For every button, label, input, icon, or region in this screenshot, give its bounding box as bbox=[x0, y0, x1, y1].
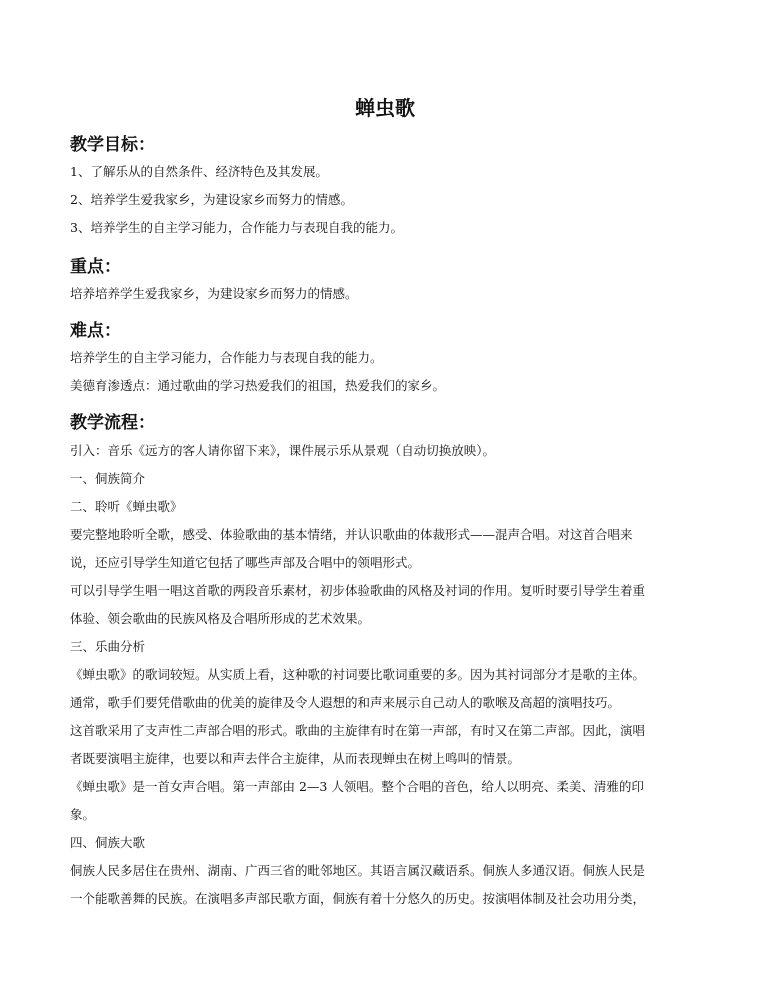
moral-text: 美德育渗透点：通过歌曲的学习热爱我们的祖国，热爱我们的家乡。 bbox=[70, 378, 446, 393]
paragraph-line: 体验、领会歌曲的民族风格及合唱所形成的艺术效果。 bbox=[70, 611, 371, 626]
paragraph-line: 《蝉虫歌》是一首女声合唱。第一声部由 2—3 人领唱。整个合唱的音色，给人以明亮、柔美、清雅的印 bbox=[70, 779, 644, 794]
paragraph-line: 引入：音乐《远方的客人请你留下来》，课件展示乐从景观（自动切换放映）。 bbox=[70, 443, 496, 458]
paragraph-line: 侗族人民多居住在贵州、湖南、广西三省的毗邻地区。其语言属汉藏语系。侗族人多通汉语。侗族人民是 bbox=[70, 863, 646, 878]
paragraph-line: 一、侗族简介 bbox=[70, 471, 146, 486]
difficult-text: 培养学生的自主学习能力，合作能力与表现自我的能力。 bbox=[70, 350, 383, 365]
difficult-heading: 难点： bbox=[70, 321, 121, 341]
paragraph-line: 二、聆听《蝉虫歌》 bbox=[70, 499, 183, 514]
paragraph-line: 这首歌采用了支声性二声部合唱的形式。歌曲的主旋律有时在第一声部，有时又在第二声部。因此，演唱 bbox=[70, 723, 646, 738]
paragraph-line: 说，还应引导学生知道它包括了哪些声部及合唱中的领唱形式。 bbox=[70, 555, 421, 570]
paragraph-line: 者既要演唱主旋律，也要以和声去伴合主旋律，从而表现蝉虫在树上鸣叫的情景。 bbox=[70, 751, 521, 766]
process-heading: 教学流程： bbox=[70, 413, 155, 433]
paragraph-line: 可以引导学生唱一唱这首歌的两段音乐素材，初步体验歌曲的风格及衬词的作用。复听时要引导学生着重 bbox=[70, 583, 646, 598]
paragraph-line: 象。 bbox=[70, 807, 96, 822]
paragraph-line: 一个能歌善舞的民族。在演唱多声部民歌方面，侗族有着十分悠久的历史。按演唱体制及社会功用分类， bbox=[70, 891, 646, 906]
paragraph-line: 四、侗族大歌 bbox=[70, 835, 146, 850]
goals-heading: 教学目标： bbox=[70, 135, 155, 155]
key-text: 培养培养学生爱我家乡，为建设家乡而努力的情感。 bbox=[70, 286, 358, 301]
goal-item: 3、培养学生的自主学习能力，合作能力与表现自我的能力。 bbox=[70, 220, 403, 235]
page-title: 蝉虫歌 bbox=[355, 96, 415, 120]
goal-item: 2、培养学生爱我家乡，为建设家乡而努力的情感。 bbox=[70, 192, 353, 207]
key-heading: 重点： bbox=[70, 257, 121, 277]
paragraph-line: 《蝉虫歌》的歌词较短。从实质上看，这种歌的衬词要比歌词重要的多。因为其衬词部分才是歌的主体。 bbox=[70, 667, 646, 682]
paragraph-line: 要完整地聆听全歌，感受、体验歌曲的基本情绪，并认识歌曲的体裁形式——混声合唱。对这首合唱来 bbox=[70, 527, 633, 542]
paragraph-line: 通常，歌手们要凭借歌曲的优美的旋律及令人遐想的和声来展示自己动人的歌喉及高超的演唱技巧。 bbox=[70, 695, 621, 710]
paragraph-line: 三、乐曲分析 bbox=[70, 639, 146, 654]
goal-item: 1、了解乐从的自然条件、经济特色及其发展。 bbox=[70, 164, 328, 179]
